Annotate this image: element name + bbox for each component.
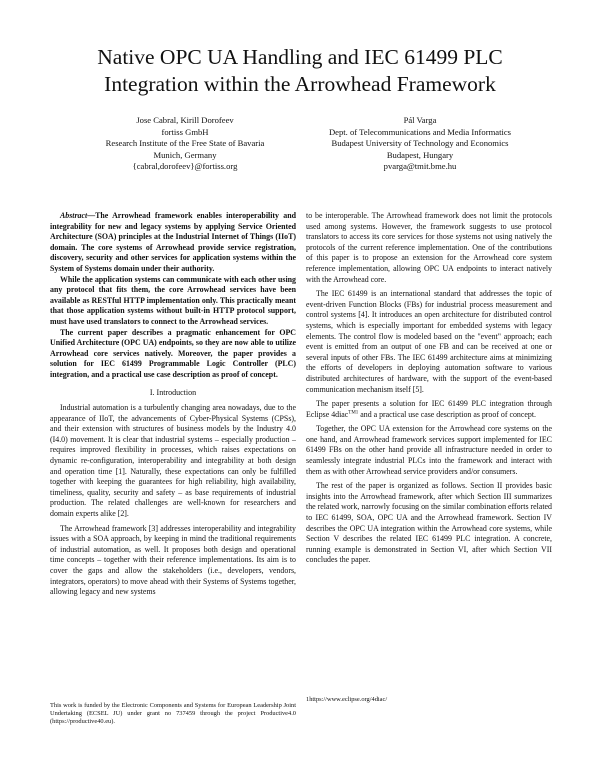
- abstract-p3: The current paper describes a pragmatic enhancement for OPC Unified Architecture (OPC UA) endpoints, so they are now able to utilize Arrowhead core services natively. Moreover, the paper provides a solution for IEC 61499 Programmable Logic Controller (PLC) integration, and a practical use case description as proof of concept.: [50, 327, 296, 379]
- intro-paragraph-2: The Arrowhead framework [3] addresses interoperability and integrability issues with a SOA approach, by keeping in mind the traditional requirements of industrial automation, as well. It proposes both design and operational time concepts – together with their reference implementations. Its aim is to cover the gaps and allow the stakeholders (i.e., developers, vendors, integrators, operators) to move ahead with their Systems of Systems together, allowing legacy and new systems: [50, 523, 296, 597]
- title-line-2: Integration within the Arrowhead Framework: [104, 72, 496, 96]
- abstract-p1: —The Arrowhead framework enables interoperability and integrability for new and legacy systems by applying Service Oriented Architecture (SOA) principles at the Industrial Internet of Things (IIoT) domain. The core systems of Arrowhead provide service registration, discovery, security and other services for application systems within the System of Systems domain under their authority.: [50, 211, 296, 273]
- intro-p5-a: The paper presents a solution for IEC 61499 PLC integration through Eclipse 4diac: [306, 399, 552, 419]
- abstract-lead: Abstract: [60, 211, 88, 220]
- right-column: [306, 211, 552, 566]
- author-dept-right: Dept. of Telecommunications and Media Informatics: [328, 126, 512, 137]
- author-block-right: [300, 115, 540, 173]
- abstract-p2: While the application systems can communicate with each other using any protocol that fits them, the core Arrowhead services have been available as RESTful HTTP implementation only. This practically meant that those application systems without built-in HTTP protocol support, must have used translators to connect to the Arrowhead services.: [50, 274, 296, 326]
- left-column: [50, 211, 296, 598]
- paper-title: [30, 44, 570, 98]
- intro-paragraph-7: The rest of the paper is organized as follows. Section II provides basic insights into the Arrowhead framework, after which Section III summarizes the related work, narrowly focusing on the similar combination efforts related to IEC 61499, SOA, OPC UA and the Arrowhead framework. Section IV describes the OPC UA integration within the Arrowhead core systems, while Section V describes the related IEC 61499 PLC integration. A concrete, running example is demonstrated in Section VI, after which Section VII concludes the paper.: [306, 481, 552, 565]
- intro-paragraph-1: Industrial automation is a turbulently changing area nowadays, due to the appearance of IIoT, the advancements of Cyber-Physical Systems (CPSs), and their extension with structures of business models by the Industry 4.0 (I4.0) movement. It is clear that industrial systems – especially production – requires improved flexibility in processes, which raises expectations on dynamic re-configuration, interoperability and integrability at both design and operation time [1]. Naturally, these expectations can only be fulfilled together with keeping the guarantees for high reliability, high availability, timeliness, quality, security and safety – as base requirements of industrial production. The related challenges are well-known for researchers and domain experts alike [2].: [50, 403, 296, 519]
- title-line-1: Native OPC UA Handling and IEC 61499 PLC: [97, 45, 503, 69]
- author-institute-left: Research Institute of the Free State of Bavaria: [105, 138, 265, 149]
- intro-paragraph-5: [306, 399, 552, 420]
- author-org-left: fortiss GmbH: [161, 126, 209, 137]
- author-city-left: Munich, Germany: [153, 149, 217, 160]
- author-univ-right: Budapest University of Technology and Economics: [331, 138, 509, 149]
- abstract-paragraph: [50, 211, 296, 275]
- author-names-left: Jose Cabral, Kirill Dorofeev: [136, 115, 234, 125]
- intro-paragraph-4: The IEC 61499 is an international standard that addresses the topic of event-driven Function Blocks (FBs) for industrial process measurement and control systems [4]. It introduces an open architecture for distributed control systems, which is especially important for embedded systems with legacy elements. The control flow is modeled based on the "event" approach; each event is emitted from an output of one FB and can be received at one or several inputs of other FBs. The IEC 61499 architecture aims at minimizing the efforts of developers in deploying automation software to various distributed architectures of hardware, with the support of the event-based communication mechanism itself [5].: [306, 289, 552, 394]
- intro-p5-b: and a practical use case description as proof of concept.: [358, 409, 536, 419]
- author-city-right: Budapest, Hungary: [386, 149, 454, 160]
- author-email-left: {cabral,dorofeev}@fortiss.org: [132, 161, 238, 172]
- intro-paragraph-3: to be interoperable. The Arrowhead framework does not limit the protocols used among systems. However, the framework suggests to use protocol translators to access its core services for those systems not using natively the protocols of the current reference implementation. One of the contributions of this paper is to propose an extension for the Arrowhead core system reference implementation, allowing OPC UA endpoints to interact natively with the Arrowhead core.: [306, 211, 552, 284]
- author-block-left: [60, 115, 310, 173]
- author-names-right: Pál Varga: [403, 115, 437, 125]
- footnote-1: 1https://www.eclipse.org/4diac/: [306, 696, 388, 703]
- funding-footnote: This work is funded by the Electronic Components and Systems for European Leadership Joint Undertaking (ECSEL JU) under grant no 737459 through the project Productive4.0 (https://productive40.eu).: [50, 702, 296, 726]
- intro-paragraph-6: Together, the OPC UA extension for the Arrowhead core systems on the one hand, and Arrowhead framework services support implemented for IEC 61499 FBs on the other hand provide all infrastructure needed in order to seamlessly integrate industrial PLCs into the framework and interact with them as with other Arrowhead service providers and/or consumers.: [306, 424, 552, 476]
- footnote-marker: TM1: [348, 410, 359, 416]
- section-heading-introduction: I. Introduction: [149, 387, 197, 397]
- author-email-right: pvarga@tmit.bme.hu: [383, 161, 457, 172]
